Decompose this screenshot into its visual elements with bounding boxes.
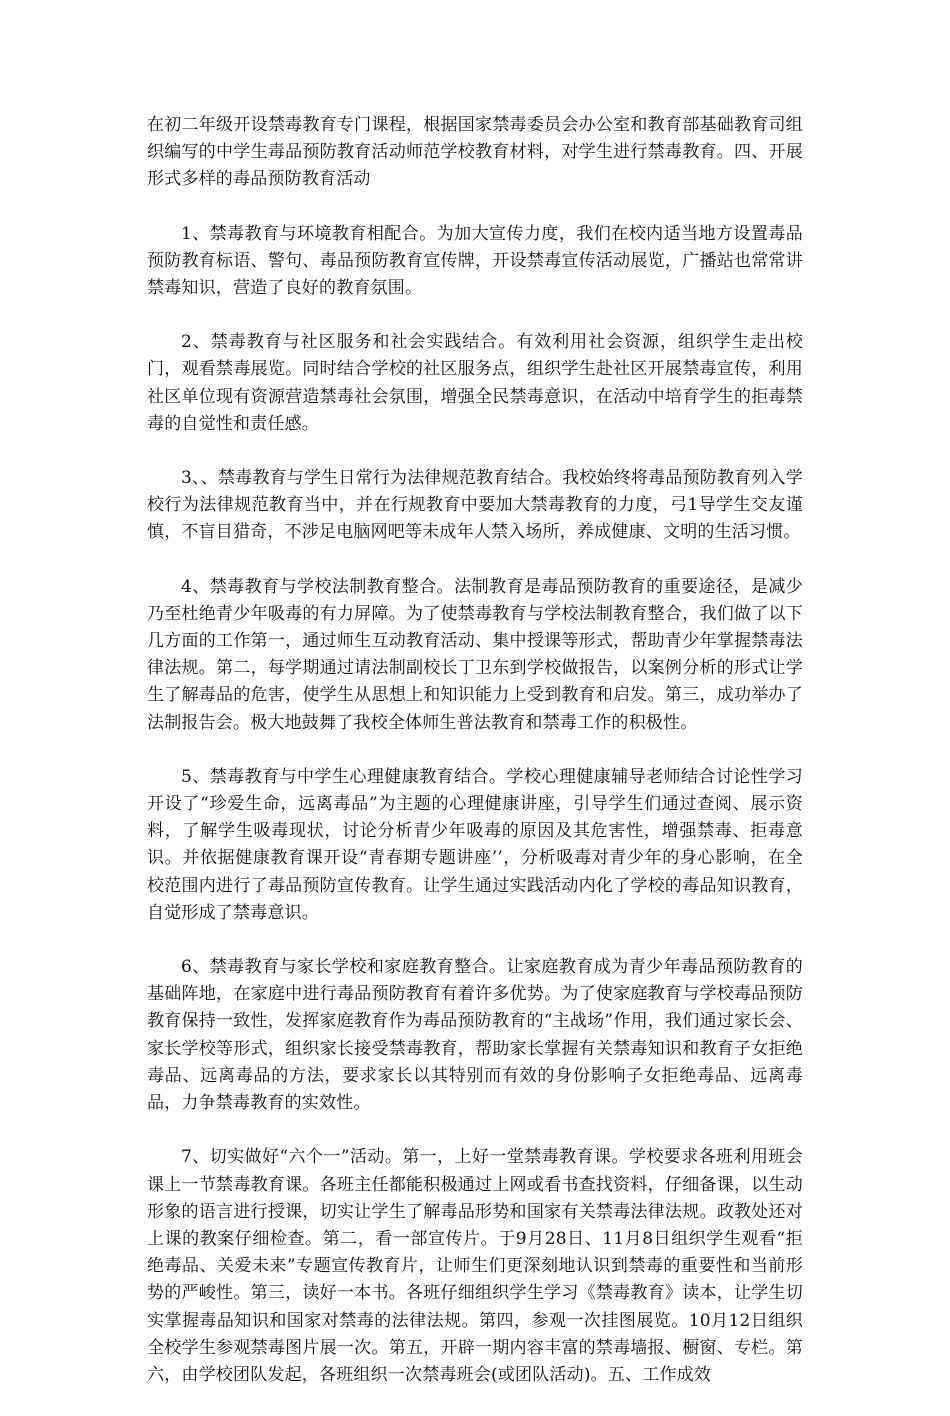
document-page [147,112,803,1416]
paragraph-item-1: 1、禁毒教育与环境教育相配合。为加大宣传力度，我们在校内适当地方设置毒品预防教育标语、警句、毒品预防教育宣传牌，开设禁毒宣传活动展览，广播站也常常讲禁毒知识，营造了良好的教育氛围。 [147,223,803,299]
paragraph-item-4: 4、禁毒教育与学校法制教育整合。法制教育是毒品预防教育的重要途径，是减少乃至杜绝青少年吸毒的有力屏障。为了使禁毒教育与学校法制教育整合，我们做了以下几方面的工作第一，通过师生互动教育活动、集中授课等形式，帮助青少年掌握禁毒法律法规。第二，每学期通过请法制副校长丁卫东到学校做报告，以案例分析的形式让学生了解毒品的危害，使学生从思想上和知识能力上受到教育和启发。第三，成功举办了法制报告会。极大地鼓舞了我校全体师生普法教育和禁毒工作的积极性。 [147,576,803,733]
paragraph-item-2: 2、禁毒教育与社区服务和社会实践结合。有效利用社会资源，组织学生走出校门，观看禁毒展览。同时结合学校的社区服务点，组织学生赴社区开展禁毒宣传，利用社区单位现有资源营造禁毒社会氛围，增强全民禁毒意识，在活动中培育学生的拒毒禁毒的自觉性和责任感。 [147,332,803,434]
paragraph-item-3: 3、、禁毒教育与学生日常行为法律规范教育结合。我校始终将毒品预防教育列入学校行为法律规范教育当中，并在行规教育中要加大禁毒教育的力度，弓1导学生交友谨慎，不盲目猎奇，不涉足电脑网吧等未成年人禁入场所，养成健康、文明的生活习惯。 [147,468,803,543]
paragraph-item-6: 6、禁毒教育与家长学校和家庭教育整合。让家庭教育成为青少年毒品预防教育的基础阵地，在家庭中进行毒品预防教育有着许多优势。为了使家庭教育与学校毒品预防教育保持一致性，发挥家庭教育作为毒品预防教育的“主战场”作用，我们通过家长会、家长学校等形式，组织家长接受禁毒教育，帮助家长掌握有关禁毒知识和教育子女拒绝毒品、远离毒品的方法，要求家长以其特别而有效的身份影响子女拒绝毒品、远离毒品，力争禁毒教育的实效性。 [147,957,803,1114]
paragraph-item-5: 5、禁毒教育与中学生心理健康教育结合。学校心理健康辅导老师结合讨论性学习开设了“珍爱生命，远离毒品”为主题的心理健康讲座，引导学生们通过查阅、展示资料，了解学生吸毒现状，讨论分析青少年吸毒的原因及其危害性，增强禁毒、拒毒意识。并依据健康教育课开设“青春期专题讲座’’，分析吸毒对青少年的身心影响，在全校范围内进行了毒品预防宣传教育。让学生通过实践活动内化了学校的毒品知识教育，自觉形成了禁毒意识。 [147,766,803,923]
paragraph-intro: 在初二年级开设禁毒教育专门课程，根据国家禁毒委员会办公室和教育部基础教育司组织编写的中学生毒品预防教育活动师范学校教育材料，对学生进行禁毒教育。四、开展形式多样的毒品预防教育活动 [147,115,803,190]
paragraph-item-7: 7、切实做好“六个一”活动。第一，上好一堂禁毒教育课。学校要求各班利用班会课上一节禁毒教育课。各班主任都能积极通过上网或看书查找资料，仔细备课，以生动形象的语言进行授课，切实让学生了解毒品形势和国家有关禁毒法律法规。政教处还对上课的教案仔细检查。第二，看一部宣传片。于9月28日、11月8日组织学生观看“拒绝毒品、关爱未来”专题宣传教育片，让师生们更深刻地认识到禁毒的重要性和当前形势的严峻性。第三，读好一本书。各班仔细组织学生学习《禁毒教育》读本，让学生切实掌握毒品知识和国家对禁毒的法律法规。第四，参观一次挂图展览。10月12日组织全校学生参观禁毒图片展一次。第五，开辟一期内容丰富的禁毒墙报、橱窗、专栏。第六，由学校团队发起，各班组织一次禁毒班会(或团队活动)。五、工作成效 [147,1147,803,1385]
